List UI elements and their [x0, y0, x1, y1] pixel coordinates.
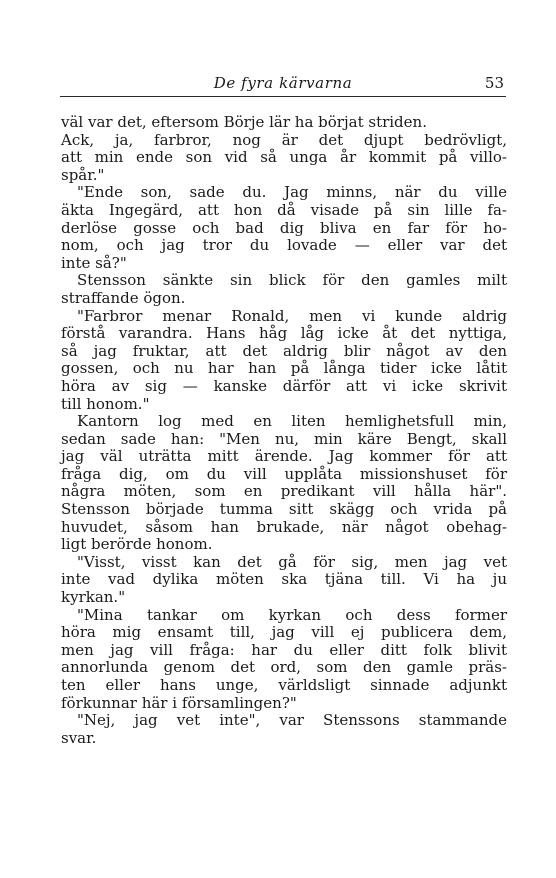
text-line: Stensson sänkte sin blick för den gamles milt — [77, 271, 507, 290]
text-line: derlöse gosse och bad dig bliva en far för ho- — [61, 218, 507, 237]
running-header — [60, 74, 506, 96]
text-line: så jag fruktar, att det aldrig blir något av den — [61, 341, 507, 360]
page-number: 53 — [484, 74, 504, 92]
text-line: till honom." — [61, 394, 150, 413]
text-line: gossen, och nu har han på långa tider icke låtit — [61, 359, 507, 378]
text-line: inte så?" — [61, 253, 127, 272]
text-line: "Nej, jag vet inte", var Stenssons stammande — [77, 711, 507, 730]
text-line: inte vad dylika möten ska tjäna till. Vi ha ju — [61, 570, 507, 589]
text-line: men jag vill fråga: har du eller ditt folk blivit — [61, 640, 507, 659]
text-line: straffande ögon. — [61, 288, 186, 307]
text-line: jag väl uträtta mitt ärende. Jag kommer för att — [61, 447, 507, 466]
running-title: De fyra kärvarna — [213, 74, 353, 92]
text-line: annorlunda genom det ord, som den gamle präs- — [61, 658, 507, 677]
text-line: "Mina tankar om kyrkan och dess former — [77, 605, 507, 624]
text-line: höra av sig — kanske därför att vi icke skrivit — [61, 376, 507, 395]
text-line: förkunnar här i församlingen?" — [61, 693, 297, 712]
text-line: huvudet, såsom han brukade, när något obehag- — [61, 517, 507, 536]
text-line: Stensson började tumma sitt skägg och vrida på — [61, 500, 507, 519]
text-line: att min ende son vid så unga år kommit på villo- — [61, 148, 507, 167]
text-line: ligt berörde honom. — [61, 535, 213, 554]
text-line: höra mig ensamt till, jag vill ej publicera dem, — [61, 623, 507, 642]
text-line: Ack, ja, farbror, nog är det djupt bedrövligt, — [61, 130, 507, 149]
text-line: ten eller hans unge, världsligt sinnade adjunkt — [61, 676, 507, 694]
text-line: "Ende son, sade du. Jag minns, när du ville — [77, 183, 507, 202]
text-line: svar. — [61, 728, 97, 747]
text-line: "Farbror menar Ronald, men vi kunde aldrig — [77, 306, 507, 325]
text-line: äkta Ingegärd, att hon då visade på sin lille fa- — [61, 200, 507, 219]
body-text — [61, 114, 507, 747]
text-line: spår." — [61, 165, 105, 184]
text-line: väl var det, eftersom Börje lär ha börjat striden. — [61, 113, 427, 131]
text-line: förstå varandra. Hans håg låg icke åt det nyttiga, — [61, 324, 507, 343]
text-line: kyrkan." — [61, 588, 126, 607]
text-line: Kantorn log med en liten hemlighetsfull min, — [77, 412, 507, 431]
text-line: nom, och jag tror du lovade — eller var det — [61, 236, 507, 255]
text-line: sedan sade han: "Men nu, min käre Bengt, skall — [61, 429, 507, 448]
text-line: fråga dig, om du vill upplåta missionshuset för — [61, 464, 507, 483]
text-line: "Visst, visst kan det gå för sig, men jag vet — [77, 552, 507, 571]
text-line: några möten, som en predikant vill hålla här". — [61, 482, 507, 501]
header-rule — [60, 96, 506, 97]
